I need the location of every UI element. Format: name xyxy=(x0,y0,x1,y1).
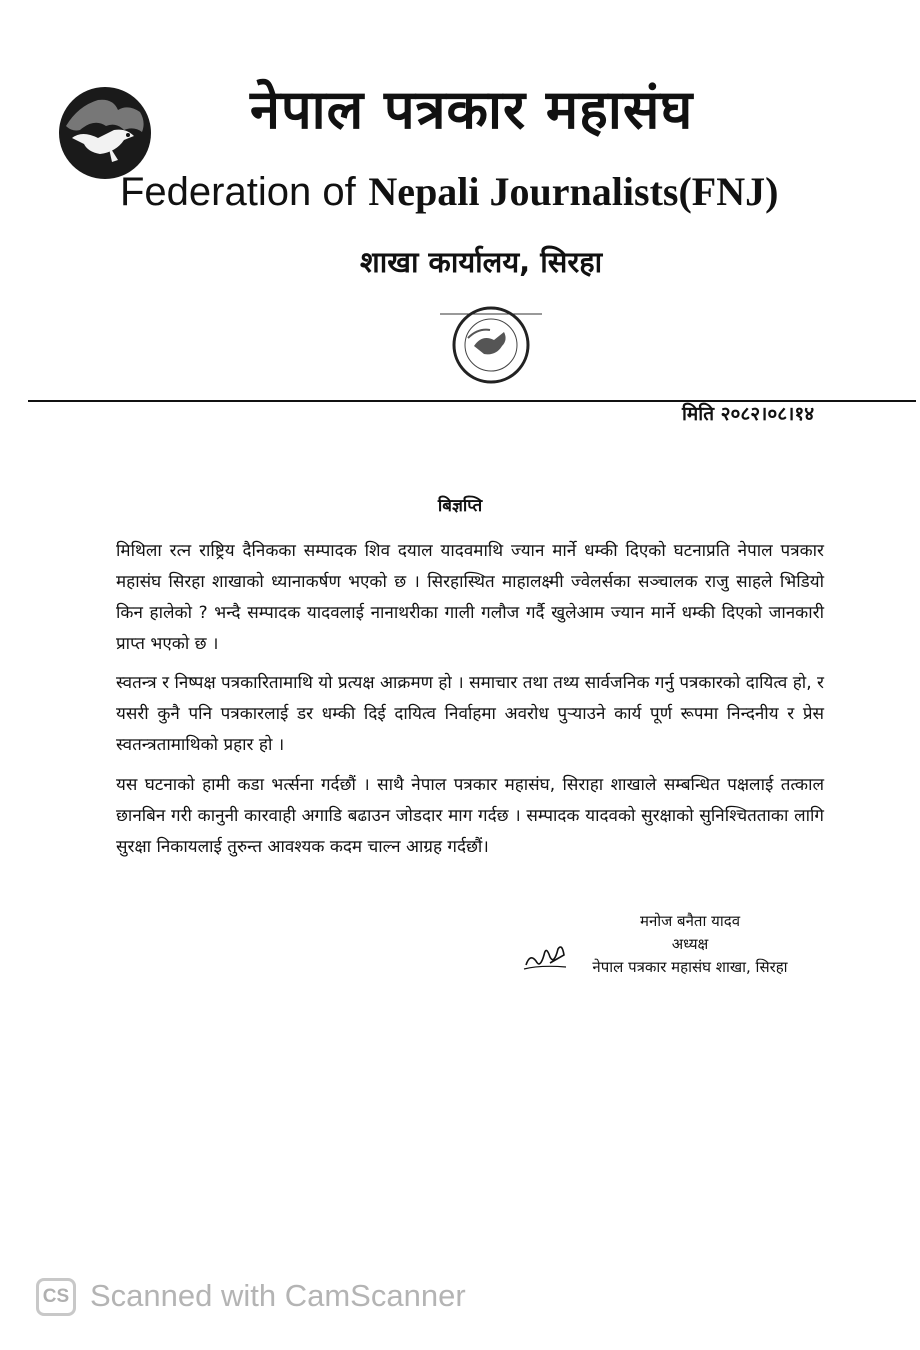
title-english-part2: Nepali Journalists(FNJ) xyxy=(368,169,779,214)
fnj-logo xyxy=(58,86,152,180)
signatory-block xyxy=(570,910,810,979)
title-english-part1: Federation of xyxy=(120,170,356,214)
signatory-position: अध्यक्ष xyxy=(671,935,709,953)
title-english xyxy=(120,168,860,215)
handwritten-signature xyxy=(520,935,570,975)
branch-office: शाखा कार्यालय, सिरहा xyxy=(360,245,603,279)
letter-date: मिति २०८२।०८।१४ xyxy=(682,403,815,425)
signatory-organization: नेपाल पत्रकार महासंघ शाखा, सिरहा xyxy=(592,958,788,976)
camscanner-icon: CS xyxy=(36,1278,76,1316)
paragraph-1: मिथिला रत्न राष्ट्रिय दैनिकका सम्पादक शिव दयाल यादवमाथि ज्यान मार्ने धम्की दिएको घटनाप्रति नेपाल पत्रकार महासंघ सिरहा शाखाको ध्यानाकर्षण भएको छ । सिरहास्थित माहालक्ष्मी ज्वेलर्सका सञ्चालक राजु साहले भिडियो किन हालेको ? भन्दै सम्पादक यादवलाई नानाथरीका गाली गलौज गर्दै खुलेआम ज्यान मार्ने धम्की दिएको जानकारी प्राप्त भएको छ । xyxy=(116,541,824,654)
notice-heading: बिज्ञप्ति xyxy=(437,496,483,516)
paragraph-3: यस घटनाको हामी कडा भर्त्सना गर्दछौं । साथै नेपाल पत्रकार महासंघ, सिराहा शाखाले सम्बन्धित पक्षलाई तत्काल छानबिन गरी कानुनी कारवाही अगाडि बढाउन जोडदार माग गर्दछ । सम्पादक यादवको सुरक्षाको सुनिश्चितताका लागि सुरक्षा निकायलाई तुरुन्त आवश्यक कदम चाल्न आग्रह गर्दछौं। xyxy=(116,775,824,857)
camscanner-watermark xyxy=(36,1272,556,1322)
signatory-name: मनोज बनैता यादव xyxy=(639,912,741,930)
official-seal xyxy=(438,300,544,386)
camscanner-text: Scanned with CamScanner xyxy=(90,1278,466,1313)
title-nepali: नेपाल पत्रकार महासंघ xyxy=(250,78,694,141)
paragraph-2: स्वतन्त्र र निष्पक्ष पत्रकारितामाथि यो प्रत्यक्ष आक्रमण हो । समाचार तथा तथ्य सार्वजनिक गर्नु पत्रकारको दायित्व हो, र यसरी कुनै पनि पत्रकारलाई डर धम्की दिई दायित्व निर्वाहमा अवरोध पुऱ्याउने कार्य पूर्ण रूपमा निन्दनीय र प्रेस स्वतन्त्रतामाथिको प्रहार हो । xyxy=(116,673,824,755)
